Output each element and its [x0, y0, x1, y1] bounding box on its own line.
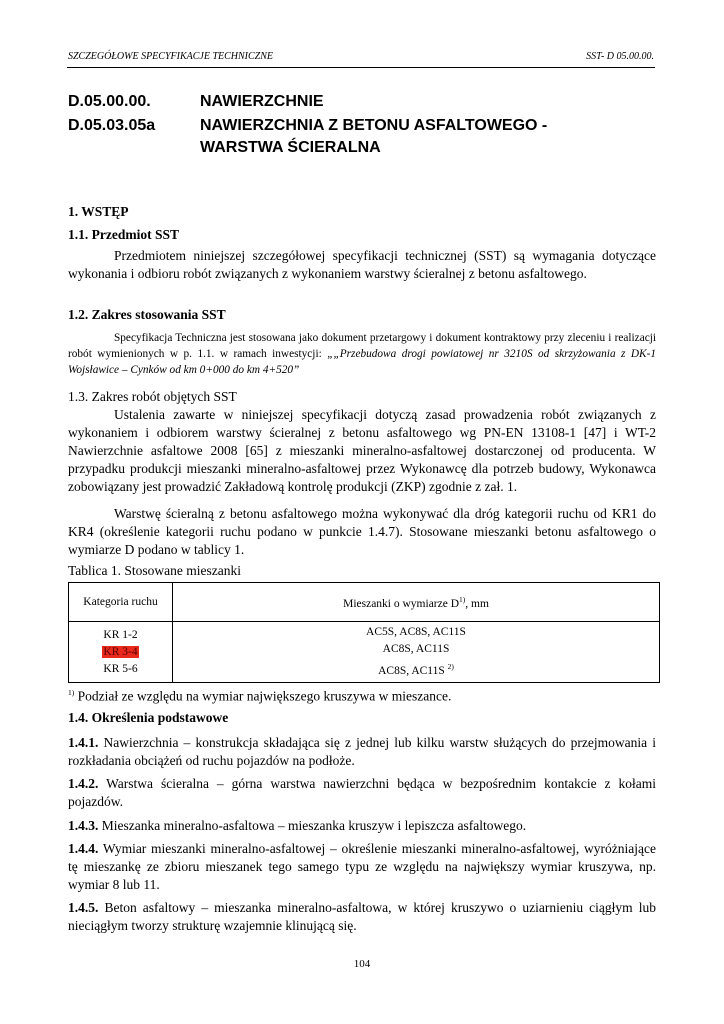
table-cell-categories — [69, 622, 173, 683]
table-footnote — [68, 684, 451, 706]
header-left: SZCZEGÓŁOWE SPECYFIKACJE TECHNICZNE — [68, 51, 274, 62]
section-1-3-body1: Ustalenia zawarte w niniejszej specyfikacji dotyczą zasad prowadzenia robót związanych z wykonaniem i odbiorem warstwy ścieralnej z betonu asfaltowego wg PN-EN 13108-1 [47] i WT-2 Nawierzchnie asfaltowe 2008 [65] z mieszanki mineralno-asfaltowej dostarczonej od producenta. W przypadku produkcji mieszanki mineralno-asfaltowej przez Wykonawcę dla potrzeb budowy, Wykonawca zobowiązany jest prowadzić Zakładową kontrolę produkcji (ZKP) zgodnie z zał. 1. — [68, 407, 656, 494]
section-1-4-heading: 1.4. Określenia podstawowe — [68, 710, 229, 725]
table-cell-mixtures — [173, 622, 660, 683]
definition-text: Beton asfaltowy – mieszanka mineralno-asfaltowa, w której kruszywo o uziarnieniu ciągłym lub nieciągłym tworzy strukturę wzajemnie klinującą się. — [68, 900, 656, 933]
section-1-3-body2: Warstwę ścieralną z betonu asfaltowego można wykonywać dla dróg kategorii ruchu od KR1 do KR4 (określenie kategorii ruchu podano w punkcie 1.4.7). Stosowane mieszanki betonu asfaltowego o wymiarze D podano w tablicy 1. — [68, 506, 656, 557]
title-name-3: WARSTWA ŚCIERALNA — [200, 139, 381, 156]
definition-number: 1.4.1. — [68, 735, 99, 750]
definition-number: 1.4.3. — [68, 818, 99, 833]
table-header-category: Kategoria ruchu — [69, 583, 173, 622]
category-kr12: KR 1-2 — [103, 628, 138, 641]
table-header-unit: , mm — [465, 597, 489, 610]
table-caption: Tablica 1. Stosowane mieszanki — [68, 563, 242, 578]
table-row — [69, 622, 660, 683]
mix-kr56-sup: 2) — [447, 662, 454, 672]
title-code-1: D.05.00.00. — [68, 93, 151, 110]
section-1-1-heading: 1.1. Przedmiot SST — [68, 227, 179, 242]
table-header-mixtures-label: Mieszanki o wymiarze D — [343, 597, 460, 610]
definition-1-4-3 — [68, 817, 656, 835]
table-header-row — [69, 583, 660, 622]
definition-text: Nawierzchnia – konstrukcja składająca się z jednej lub kilku warstw służących do przejmowania i rozkładania obciążeń od ruchu pojazdów na podłoże. — [68, 735, 656, 768]
definition-number: 1.4.5. — [68, 900, 99, 915]
section-1-heading: 1. WSTĘP — [68, 204, 129, 219]
definition-1-4-4 — [68, 840, 656, 894]
section-1-3-para1 — [68, 406, 656, 496]
section-1-2-text — [68, 330, 656, 378]
definition-number: 1.4.4. — [68, 841, 99, 856]
title-name-1: NAWIERZCHNIE — [200, 93, 324, 110]
section-1-3-para2 — [68, 505, 656, 559]
section-1-2-body: Specyfikacja Techniczna jest stosowana jako dokument przetargowy i dokument kontraktowy przy zleceniu i realizacji robót wymienionych w p. 1.1. w ramach inwestycji: — [68, 332, 656, 360]
section-1-1-body: Przedmiotem niniejszej szczegółowej specyfikacji technicznej (SST) są wymagania dotyczące wykonania i odbioru robót związanych z wykonaniem warstwy ścieralnej z betonu asfaltowego. — [68, 248, 656, 281]
category-kr34-highlighted: KR 3-4 — [103, 645, 138, 658]
definition-text: Mieszanka mineralno-asfaltowa – mieszanka kruszyw i lepiszcza asfaltowego. — [98, 818, 527, 833]
definition-1-4-5 — [68, 899, 656, 935]
definition-1-4-2 — [68, 775, 656, 811]
mixtures-table — [68, 582, 660, 683]
header-right: SST- D 05.00.00. — [586, 51, 654, 62]
mix-kr56: AC8S, AC11S — [378, 664, 445, 677]
definition-1-4-1 — [68, 734, 656, 770]
mix-kr12: AC5S, AC8S, AC11S — [366, 626, 466, 639]
investment-name: „„Przebudowa drogi powiatowej nr 3210S od skrzyżowania z DK-1 Wojsławice – Cynków od km 0+000 do km 4+520” — [68, 348, 656, 376]
section-1-2-heading: 1.2. Zakres stosowania SST — [68, 307, 226, 322]
table-footnote-text: Podział ze względu na wymiar największego kruszywa w mieszance. — [74, 688, 452, 704]
definition-text: Wymiar mieszanki mineralno-asfaltowej – określenie mieszanki mineralno-asfaltowej, wyróżniające tę mieszankę ze zbioru mieszanek tego samego typu ze względu na największy wymiar kruszywa, np. wymiar 8 lub 11. — [68, 841, 656, 892]
title-code-2: D.05.03.05a — [68, 117, 156, 134]
page-number: 104 — [353, 958, 371, 970]
mix-kr34: AC8S, AC11S — [382, 643, 450, 656]
title-name-2: NAWIERZCHNIA Z BETONU ASFALTOWEGO - — [200, 117, 548, 134]
definition-text: Warstwa ścieralna – górna warstwa nawierzchni będąca w bezpośrednim kontakcie z kołami pojazdów. — [68, 776, 656, 809]
category-kr56: KR 5-6 — [103, 662, 138, 675]
table-header-mixtures — [173, 583, 660, 622]
table-header-sup: 1) — [459, 594, 466, 604]
section-1-1-text — [68, 247, 656, 283]
table-footnote-mark: 1) — [68, 688, 75, 697]
definition-number: 1.4.2. — [68, 776, 99, 791]
header-rule — [67, 67, 655, 68]
section-1-3-heading: 1.3. Zakres robót objętych SST — [68, 389, 237, 404]
